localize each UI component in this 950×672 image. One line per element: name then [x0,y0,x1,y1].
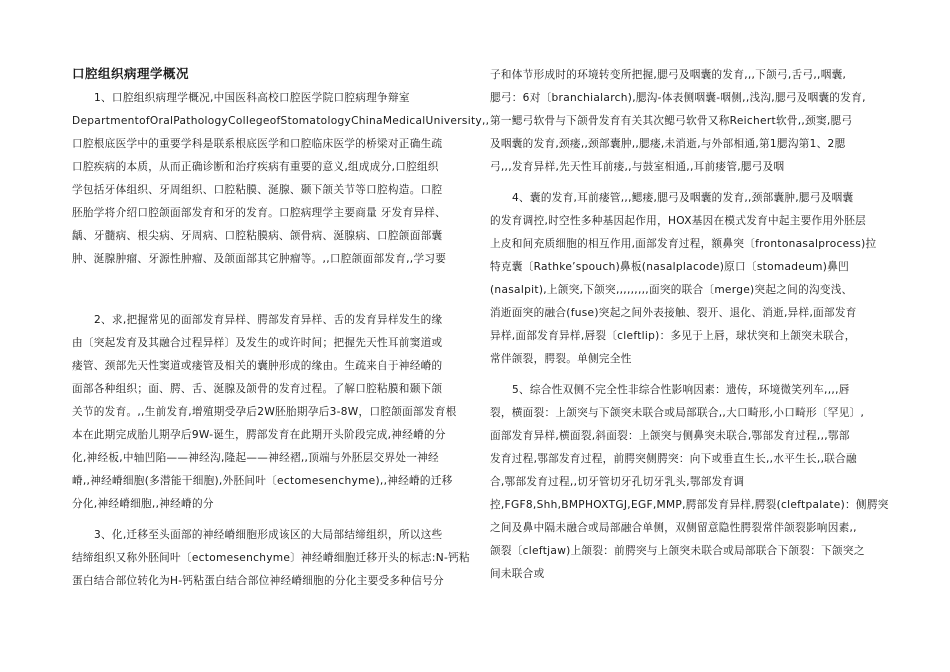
text-line: 4、囊的发育,耳前瘘管,,,鳃瘘,腮弓及咽囊的发育,,颈部囊肿,腮弓及咽囊 [512,192,854,204]
text-line: 学包括牙体组织、牙周组织、口腔粘膜、涎腺、颞下颌关节等口腔构造。口腔 [72,184,443,196]
text-line: 子和体节形成时的环境转变所把握,腮弓及咽囊的发育,,,下颌弓,舌弓,,咽囊, [490,69,847,81]
text-line: 龋、牙髓病、根尖病、牙周病、口腔粘膜病、颌骨病、涎腺病、口腔颌面部囊 [72,230,443,242]
text-line: 裂，横面裂：上颌突与下颌突未联合或局部联合,,大口畸形,小口畸形〔罕见〕, [490,407,865,419]
text-line: 的发育调控,时空性多种基因起作用，HOX基因在模式发育中起主要作用外胚层 [490,215,867,227]
text-line: 本在此期完成胎儿期孕后9W-诞生，腭部发育在此期开头阶段完成,神经嵴的分 [72,429,446,441]
text-line: 腮弓：6对〔branchialarch),腮沟-体表侧咽囊-咽侧,,浅沟,腮弓及咽囊的发育, [490,92,866,104]
text-line: 间未联合或 [490,568,545,580]
text-line: 异样,面部发育异样,唇裂〔cleftlip)：多见于上唇，球状突和上颌突未联合， [490,330,856,342]
text-line: 面部发育异样,横面裂,斜面裂：上颌突与侧鼻突未联合,鄂部发育过程,,,鄂部 [490,430,850,442]
text-line: 常伴颌裂，腭裂。单侧完全性 [490,353,632,365]
text-line: 口腔根底医学中的重要学科是联系根底医学和口腔临床医学的桥梁对正确生疏 [72,138,443,150]
text-line: 发育过程,鄂部发育过程，前腭突侧腭突：向下或垂直生长,,水平生长,,联合融 [490,453,857,465]
text-line: DepartmentofOralPathologyCollegeofStomatologyChinaMedicalUniversity,, [72,115,490,127]
text-line: 胚胎学将介绍口腔颌面部发育和牙的发育。口腔病理学主要商量 牙发育异样、 [72,207,447,219]
document-title: 口腔组织病理学概况 [72,66,190,81]
text-line: 颌裂〔cleftjaw)上颌裂：前腭突与上颌突未联合或局部联合下颌裂：下颌突之 [490,545,865,557]
text-line: 瘘管、颈部先天性窦道或瘘管及相关的囊肿形成的缘由。生疏来自于神经嵴的 [72,360,443,372]
text-line: 上皮和间充质细胞的相互作用,面部发育过程，额鼻突〔frontonasalprocess)拉 [490,238,877,250]
text-line: 3、化,迁移至头面部的神经嵴细胞形成该区的大局部结缔组织，所以这些 [94,529,443,541]
text-line: 控,FGF8,Shh,BMPHOXTGJ,EGF,MMP,腭部发育异样,腭裂(cleftpalate)：侧腭突 [490,499,889,511]
text-line: 2、求,把握常见的面部发育异样、腭部发育异样、舌的发育异样发生的缘 [94,314,443,326]
text-line: 嵴,,神经嵴细胞(多潜能干细胞),外胚间叶〔ectomesenchyme),,神经嵴的迁移 [72,475,453,487]
text-line: 弓,,,发育异样,先天性耳前瘘,,与鼓室相通,,耳前瘘管,腮弓及咽 [490,161,785,173]
text-line: 5、综合性双侧不完全性非综合性影响因素：遗传，环境微笑列车,,,,唇 [512,384,850,396]
text-line: 第一鳃弓软骨与下颌骨发育有关其次鳃弓软骨又称Reichert软骨,,颈窦,腮弓 [490,115,853,127]
text-line: 消逝面突的融合(fuse)突起之间外表接触、裂开、退化、消逝,异样,面部发育 [490,307,857,319]
text-line: 肿、涎腺肿瘤、牙源性肿瘤、及颌面部其它肿瘤等。,,口腔颌面部发育,,学习要 [72,253,447,265]
text-line: 特克囊〔Rathke’spouch)鼻板(nasalplacode)原口〔stomadeum)鼻凹 [490,261,849,273]
text-line: 关节的发育。,,生前发育,增殖期受孕后2W胚胎期孕后3-8W，口腔颌面部发育根 [72,406,457,418]
text-line: 1、口腔组织病理学概况,中国医科高校口腔医学院口腔病理争辩室 [94,92,410,104]
text-line: 之间及鼻中隔未融合或局部融合单侧，双侧留意隐性腭裂常伴颌裂影响因素,, [490,522,857,534]
text-line: 由〔突起发育及其融合过程异样〕及发生的或许时间；把握先天性耳前窦道或 [72,337,443,349]
text-line: 面部各种组织；面、腭、舌、涎腺及颌骨的发育过程。了解口腔粘膜和颞下颌 [72,383,443,395]
text-line: 分化,神经嵴细胞,,神经嵴的分 [72,498,214,510]
text-line: 化,神经板,中轴凹陷——神经沟,隆起——神经褶,,顶端与外胚层交界处一神经 [72,452,439,464]
text-line: 口腔疾病的本质，从而正确诊断和治疗疾病有重要的意义,组成成分,口腔组织 [72,161,439,173]
text-line: 合,鄂部发育过程,,切牙管切牙孔切牙乳头,鄂部发育调 [490,476,745,488]
text-line: 结缔组织又称外胚间叶〔ectomesenchyme〕神经嵴细胞迁移开头的标志:N-钙粘 [72,552,470,564]
text-line: (nasalpit),上颌突,下颌突,,,,,,,,,面突的联合〔merge)突起之间的沟变浅、 [490,284,853,296]
text-line: 及咽囊的发育,颈瘘,,颈部囊肿,,腮瘘,未消逝,与外部相通,第1腮沟第1、2腮 [490,138,846,150]
text-line: 蛋白结合部位转化为H-钙粘蛋白结合部位神经嵴细胞的分化主要受多种信号分 [72,575,444,587]
